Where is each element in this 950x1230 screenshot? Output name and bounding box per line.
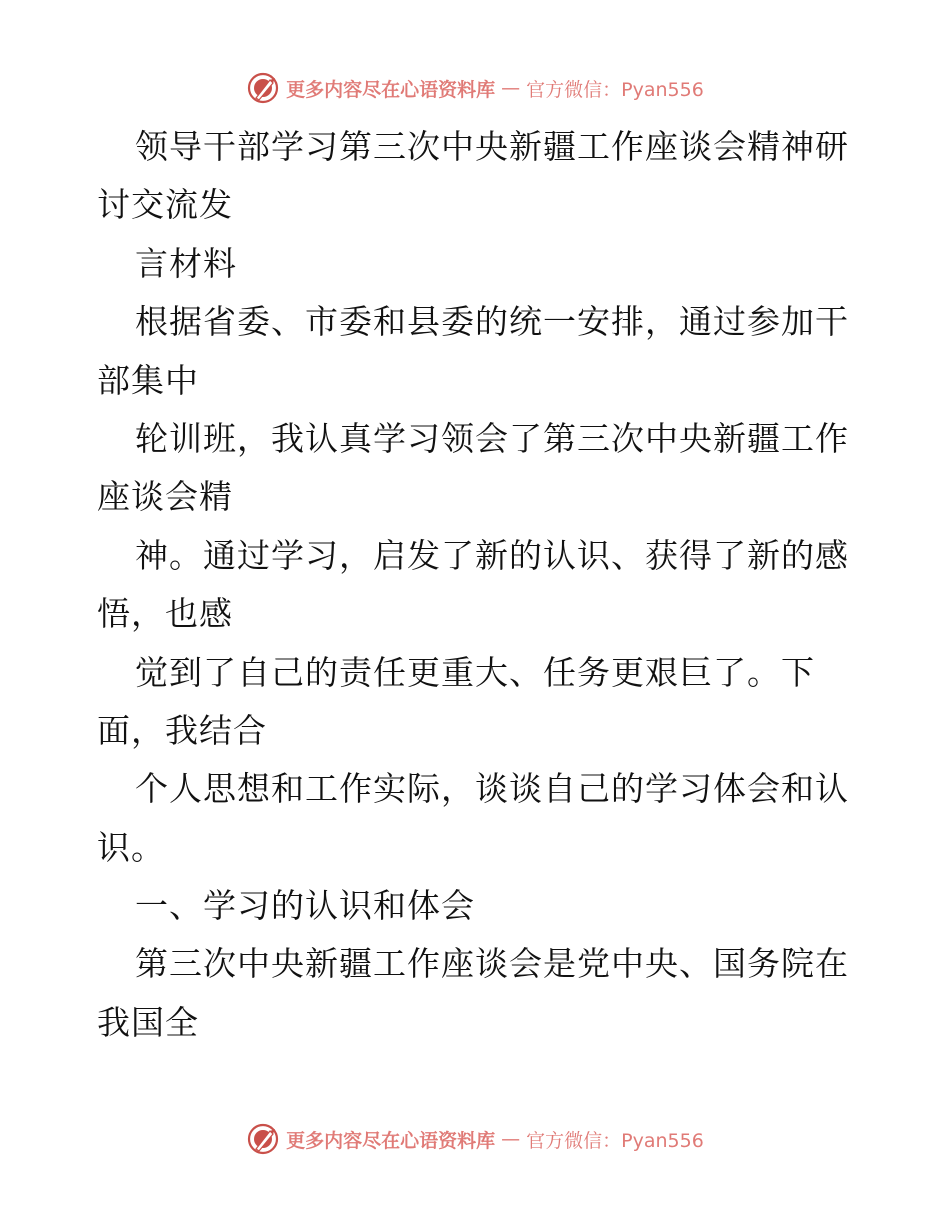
paragraph-line: 根据省委、市委和县委的统一安排，通过参加干 [135, 302, 849, 342]
paragraph-line: 部集中 [97, 360, 199, 400]
wechat-id: 官方微信：Pyan556 [526, 78, 704, 101]
section-heading: 一、学习的认识和体会 [135, 886, 475, 926]
paragraph-line: 悟，也感 [97, 594, 233, 634]
paragraph-line: 识。 [97, 827, 165, 867]
paragraph-line: 座谈会精 [97, 477, 233, 517]
footer-banner [0, 1119, 950, 1159]
title-line-3: 言材料 [135, 243, 237, 283]
header-dash: — [501, 77, 521, 99]
title-line-1: 领导干部学习第三次中央新疆工作座谈会精神研 [135, 127, 849, 166]
paragraph-line: 觉到了自己的责任更重大、任务更艰巨了。下 [135, 652, 815, 692]
header-banner [0, 68, 950, 108]
paragraph-line: 我国全 [97, 1002, 199, 1042]
site-name: 更多内容尽在心语资料库 [286, 1129, 496, 1152]
paragraph-line: 神。通过学习，启发了新的认识、获得了新的感 [135, 535, 849, 575]
document-body [97, 118, 857, 1052]
footer-dash: — [501, 1128, 521, 1150]
title-line-2: 讨交流发 [97, 185, 233, 225]
paragraph-line: 面，我结合 [97, 710, 267, 750]
wechat-id: 官方微信：Pyan556 [526, 1129, 704, 1152]
pen-nib-circle-icon [246, 71, 280, 105]
site-name: 更多内容尽在心语资料库 [286, 78, 496, 101]
paragraph-line: 第三次中央新疆工作座谈会是党中央、国务院在 [135, 944, 849, 984]
pen-nib-circle-icon [246, 1122, 280, 1156]
paragraph-line: 个人思想和工作实际，谈谈自己的学习体会和认 [135, 769, 849, 809]
paragraph-line: 轮训班，我认真学习领会了第三次中央新疆工作 [135, 418, 849, 458]
